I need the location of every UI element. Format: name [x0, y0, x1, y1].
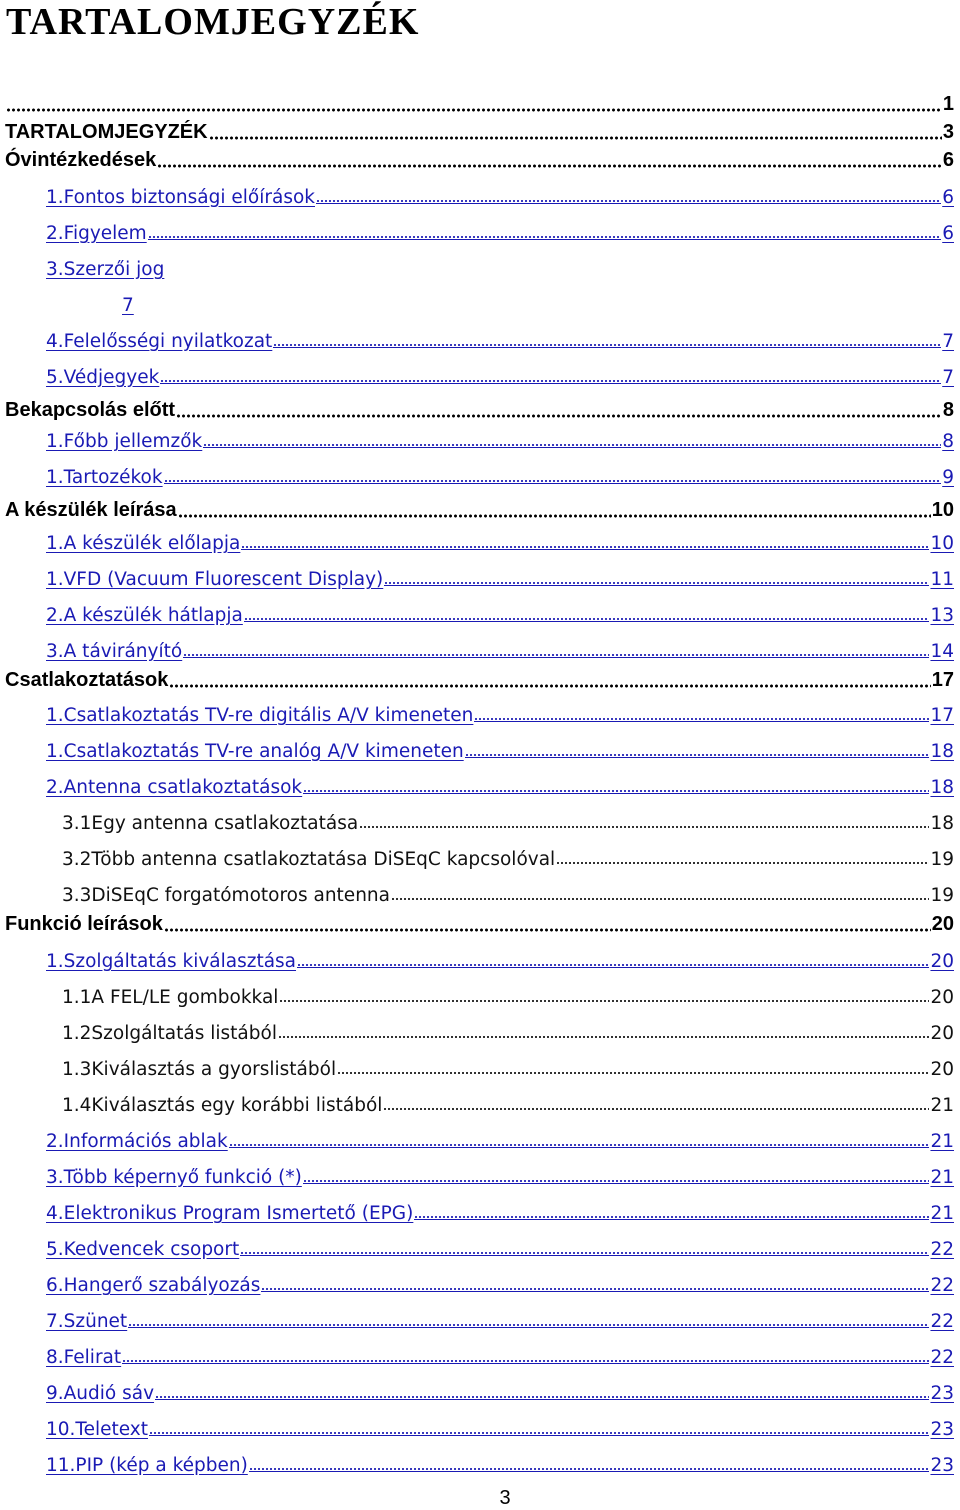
- dot-leader: [316, 199, 941, 204]
- dot-leader: [122, 1359, 929, 1364]
- toc-page-number: 20: [931, 913, 954, 935]
- toc-entry-label: 1.4Kiválasztás egy korábbi listából: [62, 1095, 383, 1116]
- dot-leader: [149, 1431, 929, 1436]
- toc-entry[interactable]: [0, 630, 954, 662]
- toc-entry[interactable]: [0, 420, 954, 452]
- toc-entry-label: 2.Figyelem: [46, 223, 147, 244]
- toc-entry-label: 1.Fontos biztonsági előírások: [46, 187, 315, 208]
- toc-entry-label: 4.Elektronikus Program Ismertető (EPG): [46, 1203, 414, 1224]
- toc-entry-label: 1.A készülék előlapja: [46, 533, 241, 554]
- dot-leader: [241, 545, 929, 550]
- dot-leader: [465, 753, 930, 758]
- toc-entry-label: 3.1Egy antenna csatlakoztatása: [62, 813, 359, 834]
- toc-entry-label: 5.Kedvencek csoport: [46, 1239, 240, 1260]
- dot-leader: [383, 1107, 929, 1111]
- toc-entry-label: 10.Teletext: [46, 1419, 148, 1440]
- toc-page-number: 7: [942, 331, 954, 352]
- toc-page-number: 21: [930, 1203, 954, 1224]
- toc-entry-label: Funkció leírások: [5, 913, 163, 935]
- toc-entry[interactable]: [0, 522, 954, 554]
- toc-entry-label: 5.Védjegyek: [46, 367, 160, 388]
- toc-page-number: 6: [942, 223, 954, 244]
- toc-page-number: 17: [930, 705, 954, 726]
- toc-entry-label: 11.PIP (kép a képben): [46, 1455, 248, 1476]
- toc-page-number: 18: [930, 777, 954, 798]
- toc-entry[interactable]: [0, 284, 954, 316]
- toc-entry-label: 1.1A FEL/LE gombokkal: [62, 987, 279, 1008]
- page-number: 3: [499, 1487, 511, 1509]
- toc-page-number: 11: [930, 569, 954, 590]
- toc-page-number: 10: [931, 499, 954, 521]
- toc-page-number: 14: [930, 641, 954, 662]
- toc-entry[interactable]: [0, 766, 954, 798]
- dot-leader: [157, 164, 942, 168]
- dot-leader: [278, 1035, 929, 1039]
- toc-subentry: [0, 1084, 954, 1116]
- toc-section: [0, 140, 954, 172]
- toc-page-number: 21: [930, 1167, 954, 1188]
- dot-leader: [155, 1395, 929, 1400]
- toc-entry[interactable]: [0, 356, 954, 388]
- toc-page-number: 13: [930, 605, 954, 626]
- toc-entry[interactable]: [0, 1120, 954, 1152]
- toc-page-number: 3: [942, 121, 954, 143]
- toc-entry[interactable]: [0, 1228, 954, 1260]
- dot-leader: [303, 789, 929, 794]
- dot-leader: [303, 1179, 930, 1184]
- toc-page-number: 18: [930, 741, 954, 762]
- toc-entry[interactable]: [0, 1408, 954, 1440]
- toc-page-number: 20: [930, 1059, 954, 1080]
- dot-leader: [359, 825, 929, 829]
- dot-leader: [178, 514, 931, 518]
- toc-section: [0, 390, 954, 422]
- toc-page-number: 1: [942, 93, 954, 115]
- toc-entry[interactable]: [0, 558, 954, 590]
- toc-page-number: 21: [930, 1095, 954, 1116]
- toc-entry-label: Csatlakoztatások: [5, 669, 169, 691]
- dot-leader: [556, 861, 929, 865]
- toc-page-number: 10: [930, 533, 954, 554]
- toc-entry-label: 2.A készülék hátlapja: [46, 605, 243, 626]
- toc-entry-label: 1.Főbb jellemzők: [46, 431, 203, 452]
- toc-page-number: 23: [930, 1419, 954, 1440]
- toc-page-number: 20: [930, 951, 954, 972]
- toc-entry-label: 3.A távirányító: [46, 641, 183, 662]
- toc-page-number: 17: [931, 669, 954, 691]
- toc-entry[interactable]: [0, 1156, 954, 1188]
- toc-page-number: 22: [930, 1311, 954, 1332]
- toc-entry-label: 1.Tartozékok: [46, 467, 163, 488]
- toc-entry-label: 1.Csatlakoztatás TV-re analóg A/V kimeneten: [46, 741, 464, 762]
- toc-entry-label: 3.2Több antenna csatlakoztatása DiSEqC kapcsolóval: [62, 849, 556, 870]
- toc-entry-label: Bekapcsolás előtt: [5, 399, 176, 421]
- toc-entry-label: 6.Hangerő szabályozás: [46, 1275, 261, 1296]
- toc-section: [0, 904, 954, 936]
- toc-section: [0, 490, 954, 522]
- document-title: TARTALOMJEGYZÉK: [6, 1, 420, 43]
- dot-leader: [391, 897, 929, 901]
- toc-entry-label: 3.Több képernyő funkció (*): [46, 1167, 302, 1188]
- toc-page-number: 8: [942, 399, 954, 421]
- toc-entry-label: Óvintézkedések: [5, 149, 157, 171]
- toc-subentry: [0, 838, 954, 870]
- toc-entry[interactable]: [0, 320, 954, 352]
- toc-entry-label: A készülék leírása: [5, 499, 177, 521]
- toc-entry[interactable]: [0, 730, 954, 762]
- dot-leader: [240, 1251, 929, 1256]
- toc-entry-label: 7.Szünet: [46, 1311, 128, 1332]
- dot-leader: [261, 1287, 929, 1292]
- toc-entry[interactable]: [0, 940, 954, 972]
- toc-entry[interactable]: [0, 594, 954, 626]
- toc-entry-label: 4.Felelősségi nyilatkozat: [46, 331, 273, 352]
- toc-entry-label: 3.Szerzői jog: [46, 259, 165, 280]
- toc-page-number: 7: [942, 367, 954, 388]
- toc-page-number: 6: [942, 149, 954, 171]
- dot-leader: [203, 443, 941, 448]
- toc-subentry: [0, 976, 954, 1008]
- toc-entry-label: 2.Antenna csatlakoztatások: [46, 777, 303, 798]
- toc-page-number: 19: [930, 849, 954, 870]
- dot-leader: [128, 1323, 929, 1328]
- dot-leader: [183, 653, 929, 658]
- toc-entry-label: 1.Csatlakoztatás TV-re digitális A/V kimeneten: [46, 705, 474, 726]
- toc-subentry: [0, 1048, 954, 1080]
- toc-entry[interactable]: [0, 248, 954, 280]
- toc-page-number: 22: [930, 1275, 954, 1296]
- dot-leader: [337, 1071, 929, 1075]
- dot-leader: [164, 928, 931, 932]
- toc-entry[interactable]: [0, 176, 954, 208]
- toc-subentry: [0, 874, 954, 906]
- dot-leader: [176, 414, 942, 418]
- toc-section: [0, 660, 954, 692]
- toc-page-number: 20: [930, 987, 954, 1008]
- toc-entry-label: 1.2Szolgáltatás listából: [62, 1023, 277, 1044]
- toc-page-number: 21: [930, 1131, 954, 1152]
- toc-page-number: 7: [122, 295, 134, 316]
- dot-leader: [474, 717, 929, 722]
- toc-page-number: 22: [930, 1347, 954, 1368]
- dot-leader: [244, 617, 930, 622]
- dot-leader: [169, 684, 930, 688]
- dot-leader: [384, 581, 929, 586]
- toc-page-number: 22: [930, 1239, 954, 1260]
- toc-entry[interactable]: [0, 212, 954, 244]
- toc-entry-label: 1.Szolgáltatás kiválasztása: [46, 951, 297, 972]
- toc-entry-label: TARTALOMJEGYZÉK: [5, 121, 208, 143]
- toc-page-number: 19: [930, 885, 954, 906]
- toc-entry-label: 9.Audió sáv: [46, 1383, 155, 1404]
- toc-entry[interactable]: [0, 1372, 954, 1404]
- toc-entry[interactable]: [0, 1444, 954, 1476]
- toc-page-number: 8: [942, 431, 954, 452]
- toc-entry-label: 1.VFD (Vacuum Fluorescent Display): [46, 569, 384, 590]
- toc-entry-label: 8.Felirat: [46, 1347, 122, 1368]
- dot-leader: [414, 1215, 929, 1220]
- toc-page-number: 23: [930, 1455, 954, 1476]
- toc-entry[interactable]: [0, 1192, 954, 1224]
- toc-entry-label: 3.3DiSEqC forgatómotoros antenna: [62, 885, 390, 906]
- dot-leader: [297, 963, 929, 968]
- dot-leader: [164, 479, 942, 484]
- toc-subentry: [0, 1012, 954, 1044]
- dot-leader: [273, 343, 941, 348]
- toc-entry[interactable]: [0, 1300, 954, 1332]
- dot-leader: [160, 379, 941, 384]
- dot-leader: [279, 999, 929, 1003]
- dot-leader: [148, 235, 942, 240]
- toc-entry-label: 1.3Kiválasztás a gyorslistából: [62, 1059, 337, 1080]
- toc-subentry: [0, 802, 954, 834]
- toc-entry[interactable]: [0, 694, 954, 726]
- dot-leader: [249, 1467, 930, 1472]
- toc-entry[interactable]: [0, 456, 954, 488]
- toc-entry-label: 2.Információs ablak: [46, 1131, 228, 1152]
- toc-entry[interactable]: [0, 1336, 954, 1368]
- toc-entry[interactable]: [0, 1264, 954, 1296]
- toc-page-number: 18: [930, 813, 954, 834]
- toc-page-number: 6: [942, 187, 954, 208]
- dot-leader: [229, 1143, 930, 1148]
- toc-page-number: 9: [942, 467, 954, 488]
- toc-page-number: 20: [930, 1023, 954, 1044]
- toc-page-number: 23: [930, 1383, 954, 1404]
